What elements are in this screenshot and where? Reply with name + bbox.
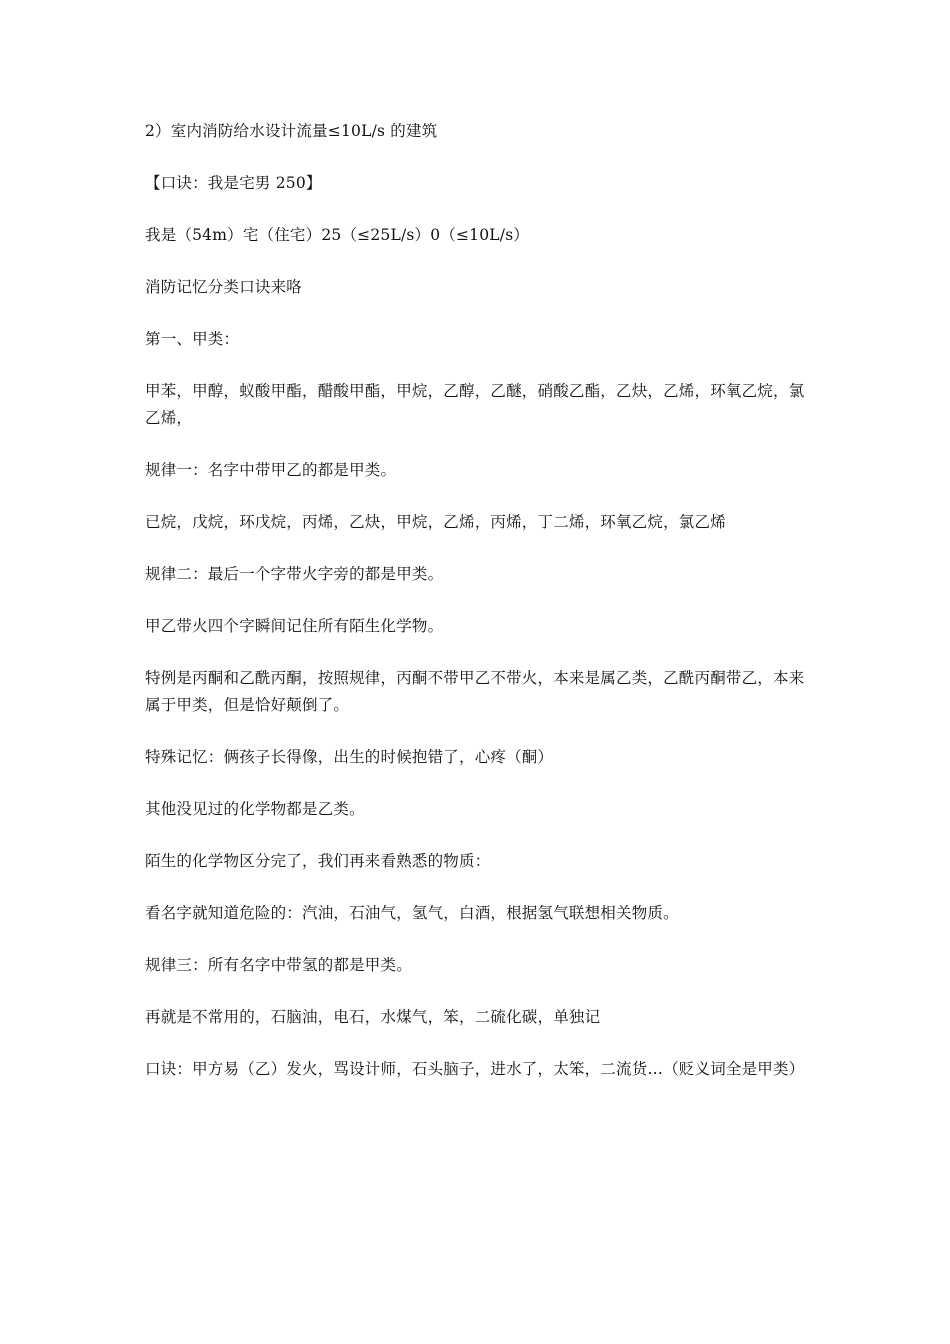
paragraph-others-class-b: 其他没见过的化学物都是乙类。 [145, 800, 365, 818]
paragraph-rule-two: 规律二：最后一个字带火字旁的都是甲类。 [145, 565, 444, 583]
paragraph-dangerous-names: 看名字就知道危险的：汽油，石油气，氢气，白酒，根据氢气联想相关物质。 [145, 904, 679, 922]
paragraph-rule-three: 规律三：所有名字中带氢的都是甲类。 [145, 956, 412, 974]
paragraph-mnemonic-title: 【口诀：我是宅男 250】 [145, 174, 322, 192]
paragraph-section-class-a: 第一、甲类： [145, 330, 240, 348]
paragraph-class-a-list: 甲苯，甲醇，蚁酸甲酯，醋酸甲酯，甲烷，乙醇，乙醚，硝酸乙酯，乙炔，乙烯，环氧乙烷，氯乙烯， [145, 382, 805, 427]
paragraph-special-memory: 特殊记忆：俩孩子长得像，出生的时候抱错了，心疼（酮） [145, 748, 554, 766]
paragraph-uncommon-items: 再就是不常用的，石脑油，电石，水煤气，笨，二硫化碳，单独记 [145, 1008, 601, 1026]
paragraph-final-mnemonic: 口诀：甲方易（乙）发火，骂设计师，石头脑子，进水了，太笨，二流货…（贬义词全是甲类） [145, 1060, 805, 1078]
paragraph-rule-one: 规律一：名字中带甲乙的都是甲类。 [145, 461, 397, 479]
paragraph-rule-summary: 甲乙带火四个字瞬间记住所有陌生化学物。 [145, 617, 444, 635]
paragraph-familiar-intro: 陌生的化学物区分完了，我们再来看熟悉的物质： [145, 852, 491, 870]
paragraph-flow-rate-heading: 2）室内消防给水设计流量≤10L/s 的建筑 [145, 122, 438, 140]
paragraph-mnemonic-explanation: 我是（54m）宅（住宅）25（≤25L/s）0（≤10L/s） [145, 226, 530, 244]
paragraph-alkane-list: 已烷，戊烷，环戊烷，丙烯，乙炔，甲烷，乙烯，丙烯，丁二烯，环氧乙烷，氯乙烯 [145, 513, 726, 531]
document-body [145, 118, 810, 1108]
paragraph-exception: 特例是丙酮和乙酰丙酮，按照规律，丙酮不带甲乙不带火，本来是属乙类，乙酰丙酮带乙，本来属于甲类，但是恰好颠倒了。 [145, 669, 805, 714]
paragraph-intro: 消防记忆分类口诀来咯 [145, 278, 303, 296]
